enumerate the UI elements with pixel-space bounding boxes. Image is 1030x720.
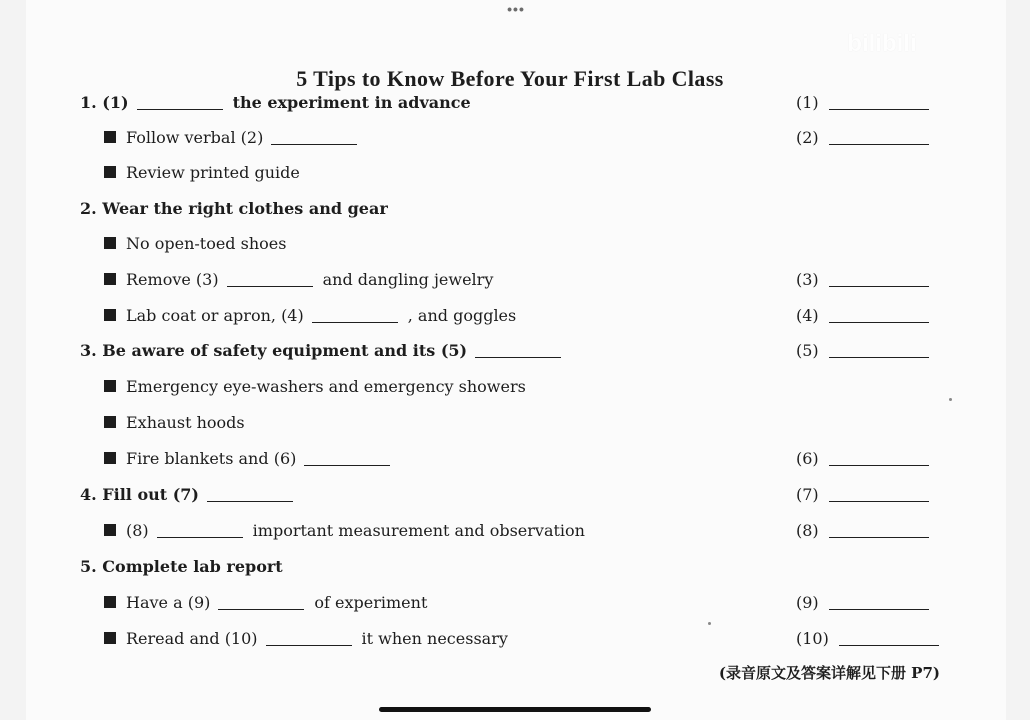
item-text-before: Remove	[126, 270, 191, 289]
square-bullet-icon	[104, 131, 116, 143]
item-text-before: Wear the right clothes and gear	[102, 199, 388, 218]
bullet-item	[0, 301, 1030, 331]
item-text-before: Emergency eye-washers and emergency showers	[126, 377, 526, 396]
answer-slot	[796, 624, 939, 654]
answer-slot	[796, 444, 929, 474]
square-bullet-icon	[104, 309, 116, 321]
item-text-before: Review printed guide	[126, 163, 300, 182]
square-bullet-icon	[104, 380, 116, 392]
item-text-before: Be aware of safety equipment and its	[102, 341, 436, 360]
blank-number: (3)	[195, 270, 219, 289]
section-number: 3.	[80, 341, 97, 360]
item-text	[104, 444, 400, 474]
square-bullet-icon	[104, 524, 116, 536]
blank-number: (7)	[172, 485, 199, 504]
item-text-after: important measurement and observation	[252, 521, 585, 540]
answer-number: (9)	[796, 593, 819, 612]
bullet-item	[0, 516, 1030, 546]
square-bullet-icon	[104, 273, 116, 285]
bullet-item	[0, 588, 1030, 618]
answer-number: (7)	[796, 485, 819, 504]
section-number: 2.	[80, 199, 97, 218]
fill-in-blank[interactable]	[218, 592, 304, 610]
answer-slot	[796, 88, 929, 118]
section-number: 4.	[80, 485, 97, 504]
item-text	[104, 372, 526, 402]
answer-number: (2)	[796, 128, 819, 147]
item-text	[104, 123, 367, 153]
item-text-after: , and goggles	[407, 306, 517, 325]
section-heading	[0, 336, 1030, 366]
answer-blank[interactable]	[829, 127, 929, 145]
item-text-before: Reread and	[126, 629, 220, 648]
answer-slot	[796, 301, 929, 331]
blank-number: (10)	[224, 629, 258, 648]
answer-number: (1)	[796, 93, 819, 112]
blank-number: (4)	[281, 306, 304, 325]
fill-in-blank[interactable]	[207, 484, 293, 502]
worksheet-title: 5 Tips to Know Before Your First Lab Class	[296, 65, 724, 91]
item-text-before: No open-toed shoes	[126, 234, 287, 253]
item-text-before: Fire blankets and	[126, 449, 269, 468]
item-text	[80, 552, 283, 582]
section-heading	[0, 480, 1030, 510]
item-text-before: Follow verbal	[126, 128, 236, 147]
answer-slot	[796, 588, 929, 618]
fill-in-blank[interactable]	[137, 92, 223, 110]
answer-slot	[796, 516, 929, 546]
answer-blank[interactable]	[829, 592, 929, 610]
square-bullet-icon	[104, 632, 116, 644]
answer-blank[interactable]	[839, 628, 939, 646]
answer-number: (5)	[796, 341, 819, 360]
answer-slot	[796, 480, 929, 510]
section-number: 5.	[80, 557, 97, 576]
item-text-after: the experiment in advance	[232, 93, 471, 112]
answer-number: (8)	[796, 521, 819, 540]
square-bullet-icon	[104, 452, 116, 464]
answer-number: (6)	[796, 449, 819, 468]
fill-in-blank[interactable]	[312, 305, 398, 323]
item-text	[104, 229, 286, 259]
item-text-before: Have a	[126, 593, 183, 612]
fill-in-blank[interactable]	[304, 448, 390, 466]
source-note: (录音原文及答案详解见下册 P7)	[718, 664, 940, 682]
blank-number: (9)	[187, 593, 211, 612]
square-bullet-icon	[104, 166, 116, 178]
bullet-item	[0, 123, 1030, 153]
blank-number: (5)	[440, 341, 468, 360]
blank-number: (2)	[240, 128, 264, 147]
blank-number: (8)	[126, 521, 149, 540]
section-heading	[0, 552, 1030, 582]
item-text	[104, 158, 300, 188]
item-text	[104, 408, 245, 438]
answer-blank[interactable]	[829, 340, 929, 358]
item-text-before: Fill out	[102, 485, 168, 504]
item-text-before: Exhaust hoods	[126, 413, 245, 432]
item-text-after: it when necessary	[361, 629, 508, 648]
bullet-item	[0, 624, 1030, 654]
bullet-item	[0, 372, 1030, 402]
bullet-item	[0, 158, 1030, 188]
fill-in-blank[interactable]	[475, 340, 561, 358]
item-text	[80, 88, 471, 118]
answer-slot	[796, 336, 929, 366]
bullet-item	[0, 408, 1030, 438]
item-text-after: and dangling jewelry	[322, 270, 494, 289]
item-text	[104, 301, 516, 331]
section-heading	[0, 194, 1030, 224]
answer-blank[interactable]	[829, 305, 929, 323]
blank-number: (6)	[273, 449, 297, 468]
answer-blank[interactable]	[829, 520, 929, 538]
item-text	[104, 588, 427, 618]
answer-number: (4)	[796, 306, 819, 325]
item-text	[104, 516, 585, 546]
answer-blank[interactable]	[829, 448, 929, 466]
square-bullet-icon	[104, 237, 116, 249]
item-text	[80, 336, 571, 366]
answer-slot	[796, 123, 929, 153]
bullet-item	[0, 229, 1030, 259]
paper-speck	[708, 622, 711, 625]
fill-in-blank[interactable]	[271, 127, 357, 145]
answer-blank[interactable]	[829, 484, 929, 502]
item-text	[104, 624, 508, 654]
section-heading	[0, 88, 1030, 118]
item-text	[104, 265, 493, 295]
answer-slot	[796, 265, 929, 295]
section-number: 1.	[80, 93, 97, 112]
watermark-logo: bilibili	[847, 30, 917, 57]
item-text-before: Lab coat or apron,	[126, 306, 276, 325]
item-text	[80, 194, 388, 224]
item-text-after: of experiment	[314, 593, 428, 612]
answer-number: (3)	[796, 270, 819, 289]
answer-blank[interactable]	[829, 92, 929, 110]
bullet-item	[0, 265, 1030, 295]
home-indicator[interactable]	[379, 707, 651, 712]
item-text-before: Complete lab report	[102, 557, 283, 576]
blank-number: (1)	[102, 93, 129, 112]
answer-blank[interactable]	[829, 269, 929, 287]
fill-in-blank[interactable]	[227, 269, 313, 287]
bullet-item	[0, 444, 1030, 474]
answer-number: (10)	[796, 629, 829, 648]
item-text	[80, 480, 303, 510]
more-horizontal-icon[interactable]: •••	[507, 1, 525, 17]
square-bullet-icon	[104, 596, 116, 608]
square-bullet-icon	[104, 416, 116, 428]
fill-in-blank[interactable]	[157, 520, 243, 538]
paper-speck	[949, 398, 952, 401]
fill-in-blank[interactable]	[266, 628, 352, 646]
